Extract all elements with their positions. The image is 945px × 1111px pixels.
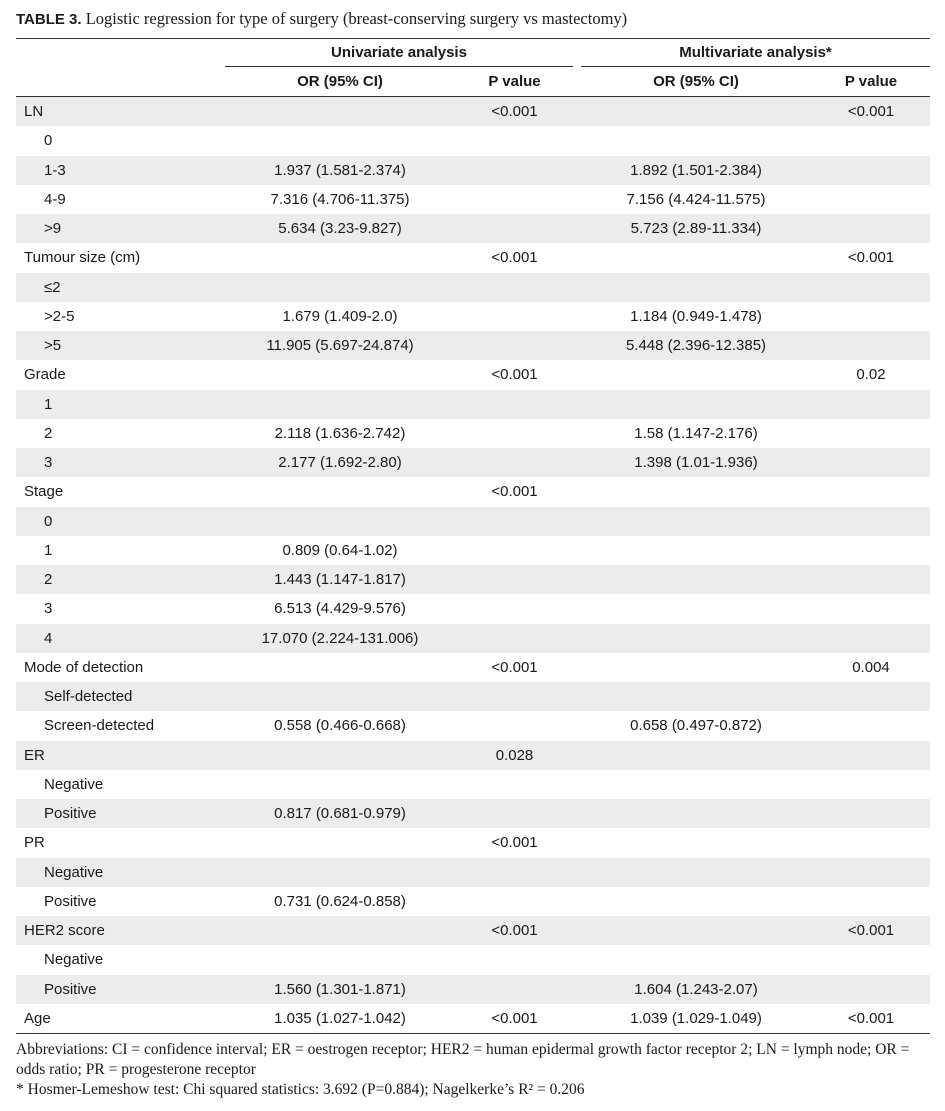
univariate-or-cell: 2.118 (1.636-2.742) <box>274 424 406 442</box>
multivariate-or-cell: 1.58 (1.147-2.176) <box>634 424 758 442</box>
table-row <box>16 945 930 974</box>
table-caption-label: TABLE 3. <box>16 11 82 28</box>
row-label: >5 <box>44 337 62 354</box>
row-label: 4 <box>44 629 53 647</box>
univariate-group-header: Univariate analysis <box>331 44 467 61</box>
multivariate-or-cell: 1.184 (0.949-1.478) <box>630 307 762 325</box>
multivariate-or-cell: 5.448 (2.396-12.385) <box>625 337 767 354</box>
univariate-p-cell: <0.001 <box>491 922 538 939</box>
univariate-or-cell: 7.316 (4.706-11.375) <box>270 190 410 208</box>
univariate-p-cell: <0.001 <box>491 1009 538 1027</box>
univariate-or-cell: 11.905 (5.697-24.874) <box>266 337 414 354</box>
table-row <box>16 770 930 799</box>
multivariate-or-cell: 5.723 (2.89-11.334) <box>630 220 762 237</box>
table-row <box>16 360 930 389</box>
row-label: HER2 score <box>24 922 105 939</box>
univariate-or-cell: 1.035 (1.027-1.042) <box>274 1009 406 1027</box>
table-row <box>16 156 930 185</box>
multivariate-or-cell: 1.039 (1.029-1.049) <box>630 1009 762 1027</box>
table-row <box>16 126 930 155</box>
multivariate-or-header: OR (95% CI) <box>653 73 739 90</box>
row-label: Self-detected <box>44 688 133 705</box>
univariate-or-cell: 0.817 (0.681-0.979) <box>274 805 406 822</box>
univariate-or-cell: 17.070 (2.224-131.006) <box>261 629 419 647</box>
multivariate-p-header: P value <box>844 73 898 90</box>
table-row <box>16 594 930 623</box>
table-row <box>16 214 930 243</box>
hosmer-lemeshow-note: * Hosmer-Lemeshow test: Chi squared statistics: 3.692 (P=0.884); Nagelkerke’s R² = 0.206 <box>16 1081 585 1098</box>
table-row <box>16 916 930 945</box>
table-row <box>16 799 930 828</box>
univariate-or-cell: 5.634 (3.23-9.827) <box>278 220 402 237</box>
row-label: ≤2 <box>44 278 61 296</box>
univariate-or-cell: 1.560 (1.301-1.871) <box>274 980 406 998</box>
table-row <box>16 97 930 126</box>
row-label: 2 <box>44 571 53 588</box>
table-row <box>16 477 930 506</box>
table-row <box>16 273 930 302</box>
table-row <box>16 536 930 565</box>
univariate-or-header: OR (95% CI) <box>297 73 383 90</box>
table-caption-text: Logistic regression for type of surgery (breast-conserving surgery vs mastectomy) <box>85 9 628 28</box>
row-label: Screen-detected <box>44 717 155 735</box>
table-row <box>16 975 930 1004</box>
table-row <box>16 653 930 682</box>
univariate-or-cell: 0.731 (0.624-0.858) <box>274 892 406 910</box>
table-row <box>16 448 930 477</box>
row-label: 1 <box>44 541 53 559</box>
row-label: 0 <box>44 512 53 530</box>
table-row <box>16 565 930 594</box>
multivariate-or-cell: 0.658 (0.497-0.872) <box>630 717 762 735</box>
table-row <box>16 419 930 448</box>
univariate-p-cell: <0.001 <box>491 658 538 676</box>
row-label: 3 <box>44 454 53 471</box>
row-label: Positive <box>44 892 97 910</box>
univariate-p-cell: <0.001 <box>491 249 538 267</box>
row-label: >9 <box>44 220 62 237</box>
multivariate-group-header: Multivariate analysis* <box>679 44 832 61</box>
univariate-or-cell: 2.177 (1.692-2.80) <box>278 454 402 471</box>
multivariate-p-cell: 0.02 <box>856 366 886 384</box>
row-label: Negative <box>44 775 104 793</box>
table-row <box>16 390 930 419</box>
table-row <box>16 507 930 536</box>
multivariate-or-cell: 7.156 (4.424-11.575) <box>626 190 766 208</box>
univariate-p-cell: <0.001 <box>491 834 538 852</box>
row-label: Negative <box>44 863 104 881</box>
row-label: 0 <box>44 132 53 150</box>
row-label: 4-9 <box>44 190 66 208</box>
abbreviations-note: Abbreviations: CI = confidence interval; ER = oestrogen receptor; HER2 = human epidermal growth factor receptor 2; LN = lymph node; OR = odds ratio; PR = progesterone receptor <box>16 1041 910 1078</box>
table-footnotes <box>16 1040 931 1100</box>
univariate-or-cell: 6.513 (4.429-9.576) <box>274 600 406 618</box>
table-row <box>16 1004 930 1033</box>
univariate-p-cell: <0.001 <box>491 103 538 120</box>
row-label: 3 <box>44 600 53 618</box>
univariate-or-cell: 1.937 (1.581-2.374) <box>274 161 406 179</box>
univariate-or-cell: 0.809 (0.64-1.02) <box>282 541 398 559</box>
table-body <box>16 97 930 1033</box>
table-top-rule <box>16 38 930 39</box>
univariate-or-cell: 1.679 (1.409-2.0) <box>282 307 398 325</box>
table-bottom-rule <box>16 1033 930 1034</box>
multivariate-group-rule <box>581 66 930 67</box>
table-row <box>16 711 930 740</box>
table-row <box>16 828 930 857</box>
row-label: Negative <box>44 951 104 969</box>
multivariate-p-cell: 0.004 <box>852 658 890 676</box>
row-label: Grade <box>24 366 66 384</box>
row-label: Mode of detection <box>24 658 144 676</box>
univariate-p-cell: 0.028 <box>495 746 534 764</box>
table-caption <box>16 7 936 31</box>
row-label: Positive <box>44 980 97 998</box>
table-row <box>16 624 930 653</box>
multivariate-p-cell: <0.001 <box>847 1009 895 1027</box>
table-row <box>16 887 930 916</box>
row-label: Positive <box>44 805 97 822</box>
multivariate-or-cell: 1.604 (1.243-2.07) <box>634 980 758 998</box>
table-row <box>16 185 930 214</box>
row-label: >2-5 <box>44 307 75 325</box>
univariate-or-cell: 1.443 (1.147-1.817) <box>274 571 406 588</box>
univariate-p-cell: <0.001 <box>491 483 538 501</box>
row-label: 2 <box>44 424 53 442</box>
univariate-p-cell: <0.001 <box>491 366 538 384</box>
table-row <box>16 682 930 711</box>
multivariate-p-cell: <0.001 <box>847 103 895 120</box>
table-row <box>16 741 930 770</box>
row-label: 1-3 <box>44 161 66 179</box>
multivariate-p-cell: <0.001 <box>847 922 895 939</box>
table-row <box>16 302 930 331</box>
row-label: PR <box>24 834 45 852</box>
row-label: Age <box>24 1009 51 1027</box>
univariate-group-rule <box>225 66 573 67</box>
row-label: Stage <box>24 483 64 501</box>
row-label: 1 <box>44 395 53 413</box>
table-row <box>16 243 930 272</box>
univariate-or-cell: 0.558 (0.466-0.668) <box>274 717 406 735</box>
univariate-p-header: P value <box>488 73 541 90</box>
row-label: Tumour size (cm) <box>24 249 141 267</box>
table-row <box>16 331 930 360</box>
row-label: LN <box>24 103 44 120</box>
row-label: ER <box>24 746 45 764</box>
multivariate-or-cell: 1.398 (1.01-1.936) <box>634 454 758 471</box>
table-row <box>16 858 930 887</box>
multivariate-p-cell: <0.001 <box>847 249 895 267</box>
multivariate-or-cell: 1.892 (1.501-2.384) <box>630 161 762 179</box>
